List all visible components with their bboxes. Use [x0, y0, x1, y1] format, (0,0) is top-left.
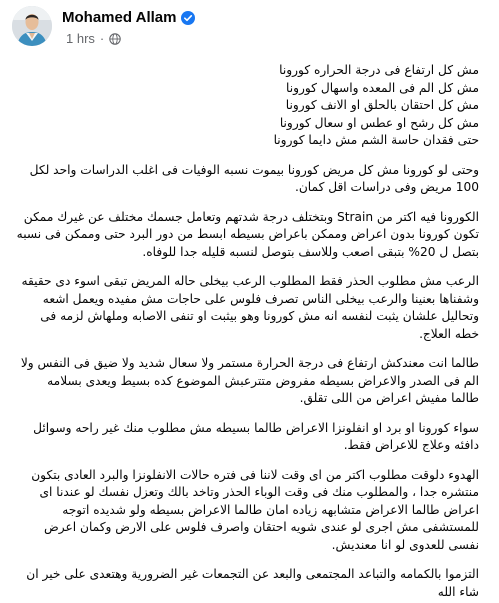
- post-body: [0, 62, 499, 601]
- post-line: مش كل احتقان بالحلق او الانف كورونا: [285, 98, 479, 112]
- globe-icon[interactable]: [109, 33, 121, 45]
- post-line: مش كل رشح او عطس او سعال كورونا: [279, 115, 479, 130]
- post-line: حتى فقدان حاسة الشم مش دايما كورونا: [273, 133, 479, 147]
- post-paragraph-5: طالما انت معندكش ارتفاع فى درجة الحرارة مستمر ولا سعال شديد ولا ضيق فى النفس ولا الم فى الصدر والاعراض بسيطه مفروض متترعبش الموضوع كده بسيط ويعدى بسلامه طالما مفيش اعراض من اللى تقلق.: [20, 356, 479, 405]
- author-name[interactable]: Mohamed Allam: [62, 9, 177, 26]
- verified-badge-icon: [181, 11, 195, 25]
- post-paragraph-4: الرعب مش مطلوب الحذر فقط المطلوب الرعب بيخلى حاله المريض تبقى اسوء دى حقيقه وشفناها بعنينا والرعب بيخلى الناس تصرف فلوس على حاجات مش مفيده ويعمل اشعه وتحاليل علشان يثبت لنفسه انه مش كورونا وهو بيثبت او تنفى الاصابه وملهاش لزمه فى خطه العلاج.: [21, 274, 479, 341]
- post-line: مش كل الم فى المعده واسهال كورونا: [286, 80, 479, 95]
- post-line: مش كل ارتفاع فى درجة الحراره كورونا: [279, 63, 479, 77]
- post-paragraph-8: التزموا بالكمامه والتباعد المجتمعى والبعد عن التجمعات غير الضرورية وهتعدى على خير ان شاء الله: [26, 567, 479, 599]
- author-avatar[interactable]: [12, 6, 52, 46]
- meta-separator: ·: [99, 31, 105, 46]
- post-paragraph-1: [16, 62, 479, 150]
- author-name-row: [62, 9, 195, 26]
- post-timestamp[interactable]: 1 hrs: [66, 31, 95, 46]
- avatar-image: [12, 6, 52, 46]
- post-paragraph-3: الكورونا فيه اكتر من Strain وبتختلف درجة شدتهم وتعامل جسمك مختلف عن غيرك ممكن تكون كورونا بدون اعراض وممكن باعراض بسيطه ابسط من دور البرد حتى وممكن فى نسبه بتصل ل 20% بتبقى اصعب وللاسف بتوصل لنسبه قليله جدا للوفاه.: [16, 209, 479, 259]
- post-paragraph-7: الهدوء دلوقت مطلوب اكتر من اى وقت لاننا فى فتره حالات الانفلونزا والبرد العادى بتكون منتشره جدا ، والمطلوب منك فى وقت الوباء الحذر وتاخد بالك وتعزل نفسك لو عندنا اى اعراض طالما الاعراض متشابهه زياده امان طالما الاعراض بسيطه ولو شديده اتوجه للمستشفى مش اجرى لو عندى شويه احتقان واصرف فلوس على الارض وكمان اعرض نفسى للعدوى لو انا معنديش.: [31, 467, 479, 552]
- post-header: [0, 0, 499, 62]
- post-meta: [66, 31, 121, 46]
- post-paragraph-6: سواء كورونا او برد او انفلونزا الاعراض طالما بسيطه مش مطلوب منك غير راحه وسوائل دافئه وعلاج للاعراض فقط.: [33, 420, 479, 452]
- post-paragraph-2: وحتى لو كورونا مش كل مريض كورونا بيموت نسبه الوفيات فى اغلب الدراسات واحد لكل 100 مريض وفى دراسات اقل كمان.: [29, 162, 479, 194]
